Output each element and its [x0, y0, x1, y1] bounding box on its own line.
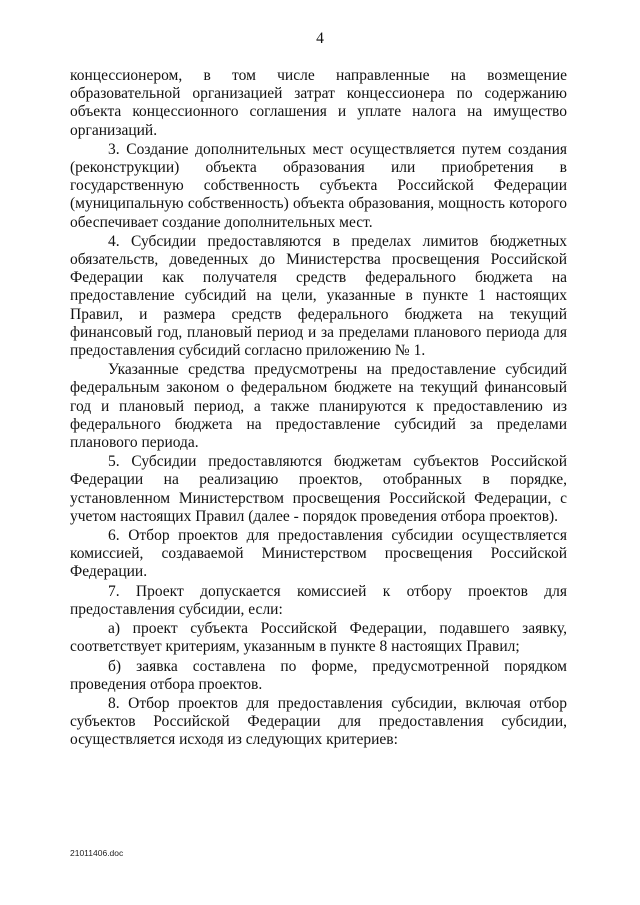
paragraph-4: 4. Субсидии предоставляются в пределах лимитов бюджетных обязательств, доведенных до Министерства просвещения Российской Федерации как получателя средств федерального бюджета на предоставление субсидий на цели, указанные в пункте 1 настоящих Правил, и размера средств федерального бюджета на текущий финансовый год, плановый период и за пределами планового периода для предоставления субсидий согласно приложению № 1. — [70, 232, 567, 360]
paragraph-8: 8. Отбор проектов для предоставления субсидии, включая отбор субъектов Российской Федерации для предоставления субсидии, осуществляется исходя из следующих критериев: — [70, 694, 567, 749]
paragraph-4-note: Указанные средства предусмотрены на предоставление субсидий федеральным законом о федеральном бюджете на текущий финансовый год и плановый период, а также планируются к предоставлению из федерального бюджета на предоставление субсидий за пределами планового периода. — [70, 361, 567, 452]
footer-filename: 21011406.doc — [70, 848, 124, 858]
paragraph-7-item-a: а) проект субъекта Российской Федерации, подавшего заявку, соответствует критериям, указанным в пункте 8 настоящих Правил; — [70, 620, 567, 656]
paragraph-continuation: концессионером, в том числе направленные на возмещение образовательной организацией затрат концессионера по содержанию объекта концессионного соглашения и уплате налога на имущество организаций. — [70, 67, 567, 139]
page-number: 4 — [316, 30, 324, 47]
paragraph-7: 7. Проект допускается комиссией к отбору проектов для предоставления субсидии, если: — [70, 582, 567, 618]
paragraph-7-item-b: б) заявка составлена по форме, предусмотренной порядком проведения отбора проектов. — [70, 657, 567, 693]
paragraph-5: 5. Субсидии предоставляются бюджетам субъектов Российской Федерации на реализацию проектов, отобранных в порядке, установленном Министерством просвещения Российской Федерации, с учетом настоящих Правил (далее - порядок проведения отбора проектов). — [70, 453, 567, 525]
paragraph-6: 6. Отбор проектов для предоставления субсидии осуществляется комиссией, создаваемой Министерством просвещения Российской Федерации. — [70, 527, 567, 581]
document-body — [70, 67, 567, 751]
paragraph-3: 3. Создание дополнительных мест осуществляется путем создания (реконструкции) объекта образования или приобретения в государственную собственность субъекта Российской Федерации (муниципальную собственность) объекта образования, мощность которого обеспечивает создание дополнительных мест. — [70, 140, 567, 231]
